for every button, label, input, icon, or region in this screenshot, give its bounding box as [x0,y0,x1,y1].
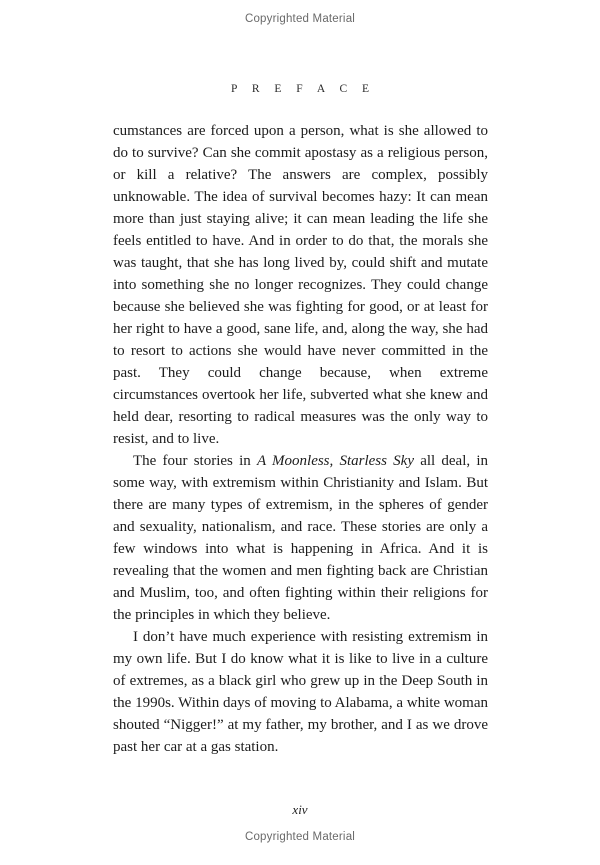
paragraph [113,450,488,626]
chapter-header: P R E F A C E [230,83,376,95]
paragraph-text: all deal, in some way, with extremism within Christianity and Islam. But there are many types of extremism, in the spheres of gender and sexuality, nationalism, and race. These stories are only a few windows into what is happening in Africa. And it is revealing that the women and men fighting back are Christian and Muslim, too, and often fighting within their religions for the principles in which they believe. [113,453,488,623]
copyright-notice-top: Copyrighted Material [244,13,356,25]
page-body-text [113,120,488,758]
book-title: A Moonless, Starless Sky [256,453,414,469]
paragraph-continuation: cumstances are forced upon a person, what is she allowed to do to survive? Can she commit apostasy as a religious person, or kill a relative? The answers are complex, possibly unknowable. The idea of survival becomes hazy: It can mean more than just staying alive; it can mean leading the life she feels entitled to have. And in order to do that, the morals she was taught, that she has long lived by, could shift and mutate into something she no longer recognizes. They could change because she believed she was fighting for good, or at least for her right to have a good, sane life, and, along the way, she had to resort to actions she would have never committed in the past. They could change because, when extreme circumstances overtook her life, subverted what she knew and held dear, resorting to radical measures was the only way to resist, and to live. [113,123,488,447]
copyright-notice-bottom: Copyrighted Material [244,831,356,843]
page-number: xiv [292,802,308,817]
paragraph: I don’t have much experience with resisting extremism in my own life. But I do know what it is like to live in a culture of extremes, as a black girl who grew up in the Deep South in the 1990s. Within days of moving to Alabama, a white woman shouted “Nigger!” at my father, my brother, and I as we drove past her car at a gas station. [113,629,488,755]
paragraph-text: The four stories in [133,453,257,469]
